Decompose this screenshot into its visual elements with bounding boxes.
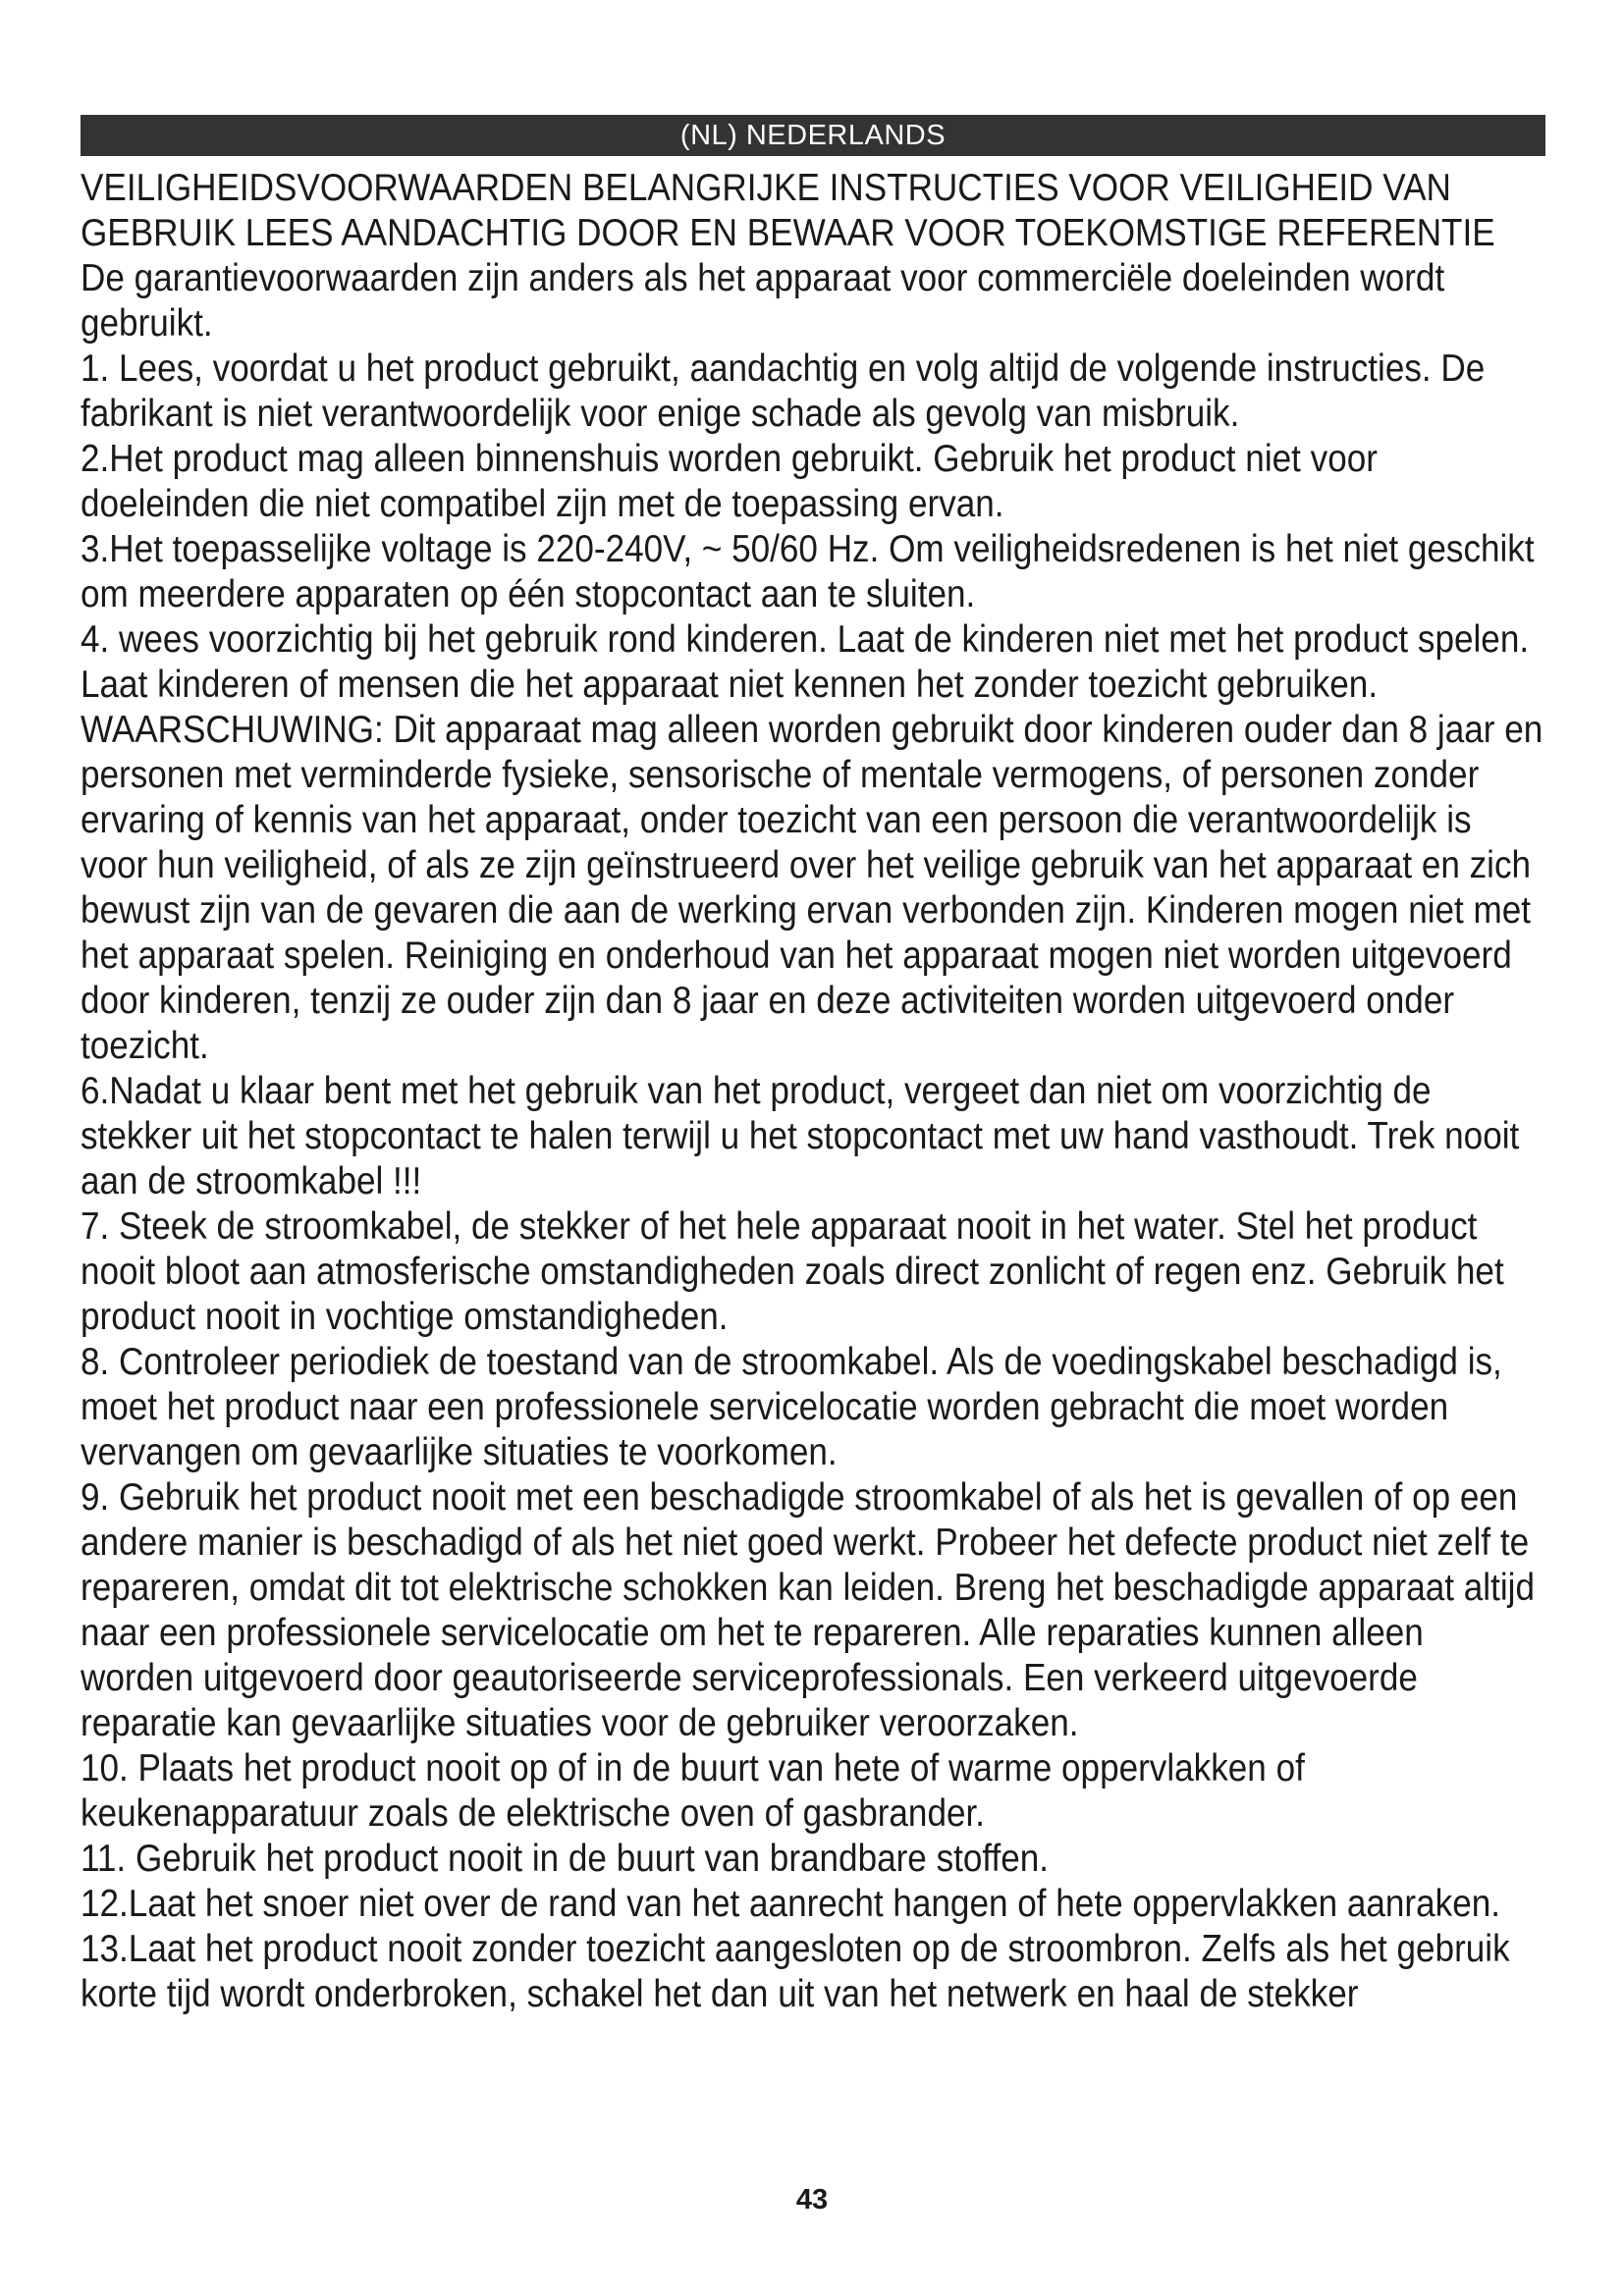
safety-title: VEILIGHEIDSVOORWAARDEN BELANGRIJKE INSTRUCTIES VOOR VEILIGHEID VAN GEBRUIK LEES AANDACHTIG DOOR EN BEWAAR VOOR TOEKOMSTIGE REFERENTIE: [81, 167, 1495, 254]
instruction-8: 8. Controleer periodiek de toestand van de stroomkabel. Als de voedingskabel beschadigd is, moet het product naar een professionele servicelocatie worden gebracht die moet worden vervangen om gevaarlijke situaties te voorkomen.: [81, 1341, 1502, 1473]
safety-instructions: [81, 166, 1545, 2017]
instruction-2: 2.Het product mag alleen binnenshuis worden gebruikt. Gebruik het product niet voor doeleinden die niet compatibel zijn met de toepassing ervan.: [81, 438, 1378, 525]
page-number: 43: [795, 2184, 829, 2216]
instruction-9: 9. Gebruik het product nooit met een beschadigde stroomkabel of als het is gevallen of op een andere manier is beschadigd of als het niet goed werkt. Probeer het defecte product niet zelf te repareren, omdat dit tot elektrische schokken kan leiden. Breng het beschadigde apparaat altijd naar een professionele servicelocatie om het te repareren. Alle reparaties kunnen alleen worden uitgevoerd door geautoriseerde serviceprofessionals. Een verkeerd uitgevoerde reparatie kan gevaarlijke situaties voor de gebruiker veroorzaken.: [81, 1476, 1535, 1744]
instruction-3: 3.Het toepasselijke voltage is 220-240V, ~ 50/60 Hz. Om veiligheidsredenen is het niet geschikt om meerdere apparaten op één stopcontact aan te sluiten.: [81, 528, 1535, 615]
instruction-12: 12.Laat het snoer niet over de rand van het aanrecht hangen of hete oppervlakken aanraken.: [81, 1883, 1500, 1925]
instruction-13: 13.Laat het product nooit zonder toezicht aangesloten op de stroombron. Zelfs als het gebruik korte tijd wordt onderbroken, schakel het dan uit van het netwerk en haal de stekker: [81, 1928, 1510, 2015]
language-header-bar: (NL) NEDERLANDS: [81, 115, 1545, 156]
instruction-4: 4. wees voorzichtig bij het gebruik rond kinderen. Laat de kinderen niet met het product spelen. Laat kinderen of mensen die het apparaat niet kennen het zonder toezicht gebruiken.: [81, 618, 1530, 706]
instruction-10: 10. Plaats het product nooit op of in de buurt van hete of warme oppervlakken of keukenapparatuur zoals de elektrische oven of gasbrander.: [81, 1747, 1305, 1835]
warranty-note: De garantievoorwaarden zijn anders als het apparaat voor commerciële doeleinden wordt gebruikt.: [81, 257, 1445, 345]
instruction-6: 6.Nadat u klaar bent met het gebruik van het product, vergeet dan niet om voorzichtig de stekker uit het stopcontact te halen terwijl u het stopcontact met uw hand vasthoudt. Trek nooit aan de stroomkabel !!!: [81, 1070, 1520, 1202]
instruction-1: 1. Lees, voordat u het product gebruikt, aandachtig en volg altijd de volgende instructies. De fabrikant is niet verantwoordelijk voor enige schade als gevolg van misbruik.: [81, 347, 1486, 435]
warning-paragraph: WAARSCHUWING: Dit apparaat mag alleen worden gebruikt door kinderen ouder dan 8 jaar en personen met verminderde fysieke, sensorische of mentale vermogens, of personen zonder ervaring of kennis van het apparaat, onder toezicht van een persoon die verantwoordelijk is voor hun veiligheid, of als ze zijn geïnstrueerd over het veilige gebruik van het apparaat en zich bewust zijn van de gevaren die aan de werking ervan verbonden zijn. Kinderen mogen niet met het apparaat spelen. Reiniging en onderhoud van het apparaat mogen niet worden uitgevoerd door kinderen, tenzij ze ouder zijn dan 8 jaar en deze activiteiten worden uitgevoerd onder toezicht.: [81, 709, 1543, 1067]
manual-page: [81, 115, 1545, 2017]
instruction-7: 7. Steek de stroomkabel, de stekker of het hele apparaat nooit in het water. Stel het product nooit bloot aan atmosferische omstandigheden zoals direct zonlicht of regen enz. Gebruik het product nooit in vochtige omstandigheden.: [81, 1205, 1504, 1338]
instruction-11: 11. Gebruik het product nooit in de buurt van brandbare stoffen.: [81, 1838, 1050, 1880]
